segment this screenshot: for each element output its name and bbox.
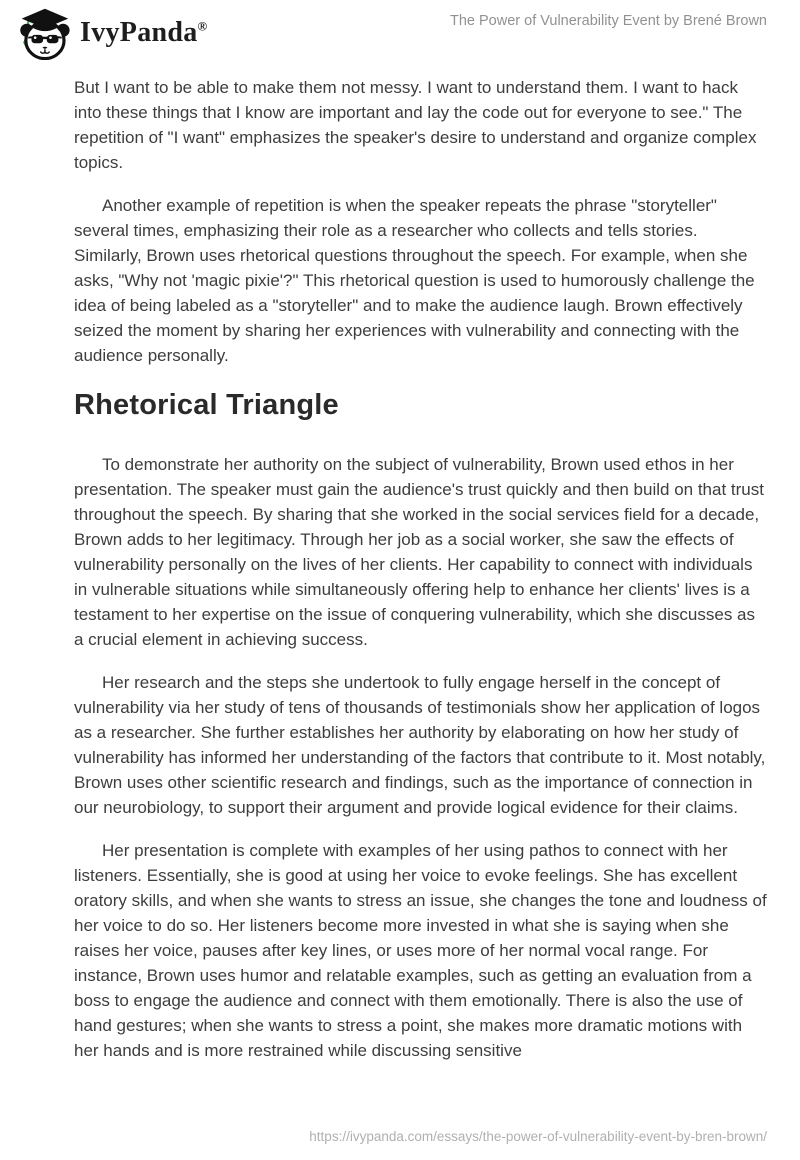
- paragraph: Another example of repetition is when the speaker repeats the phrase "storyteller" several times, emphasizing their role as a researcher who collects and tells stories. Similarly, Brown uses rhetorical questions throughout the speech. For example, when she asks, "Why not 'magic pixie'?" This rhetorical question is used to humorously challenge the idea of being labeled as a "storyteller" and to make the audience laugh. Brown effectively seized the moment by sharing her experiences with vulnerability and connecting with the audience personally.: [74, 196, 755, 365]
- source-url[interactable]: https://ivypanda.com/essays/the-power-of-vulnerability-event-by-bren-brown/: [309, 1129, 767, 1144]
- document-title: The Power of Vulnerability Event by Brené Brown: [449, 13, 767, 29]
- page-header: [0, 0, 800, 62]
- ivypanda-panda-icon: [15, 6, 73, 60]
- registered-trademark-symbol: ®: [197, 18, 208, 34]
- logo-wordmark: IvyPanda®: [80, 17, 208, 48]
- section-heading: Rhetorical Triangle: [74, 389, 339, 421]
- paragraph: Her presentation is complete with examples of her using pathos to connect with her listeners. Essentially, she is good at using her voice to evoke feelings. She has excellent oratory skills, and when she wants to stress an issue, she changes the tone and loudness of her voice to do so. Her listeners become more invested in what she is saying when she raises her voice, pauses after key lines, or uses more of her normal vocal range. For instance, Brown uses humor and relatable examples, such as getting an evaluation from a boss to engage the audience and connect with them emotionally. There is also the use of hand gestures; when she wants to stress a point, she makes more dramatic motions with her hands and is more restrained while discussing sensitive: [74, 841, 767, 1060]
- paragraph: To demonstrate her authority on the subject of vulnerability, Brown used ethos in her presentation. The speaker must gain the audience's trust quickly and then build on that trust throughout the speech. By sharing that she worked in the social services field for a decade, Brown adds to her legitimacy. Through her job as a social worker, she saw the effects of vulnerability personally on the lives of her clients. Her capability to connect with individuals in vulnerable situations while simultaneously offering help to enhance her clients' lives is a testament to her expertise on the issue of conquering vulnerability, which she discusses as a crucial element in achieving success.: [74, 455, 764, 649]
- paragraph: Her research and the steps she undertook to fully engage herself in the concept of vulnerability via her study of tens of thousands of testimonials show her application of logos as a researcher. She further establishes her authority by elaborating on how her study of vulnerability has informed her understanding of the factors that contribute to it. Most notably, Brown uses other scientific research and findings, such as the importance of connection in our neurobiology, to support their argument and provide logical evidence for their claims.: [74, 673, 766, 817]
- ivypanda-logo[interactable]: [15, 6, 208, 60]
- essay-content: [74, 62, 767, 1063]
- paragraph: But I want to be able to make them not messy. I want to understand them. I want to hack into these things that I know are important and lay the code out for everyone to see." The repetition of "I want" emphasizes the speaker's desire to understand and organize complex topics.: [74, 78, 757, 172]
